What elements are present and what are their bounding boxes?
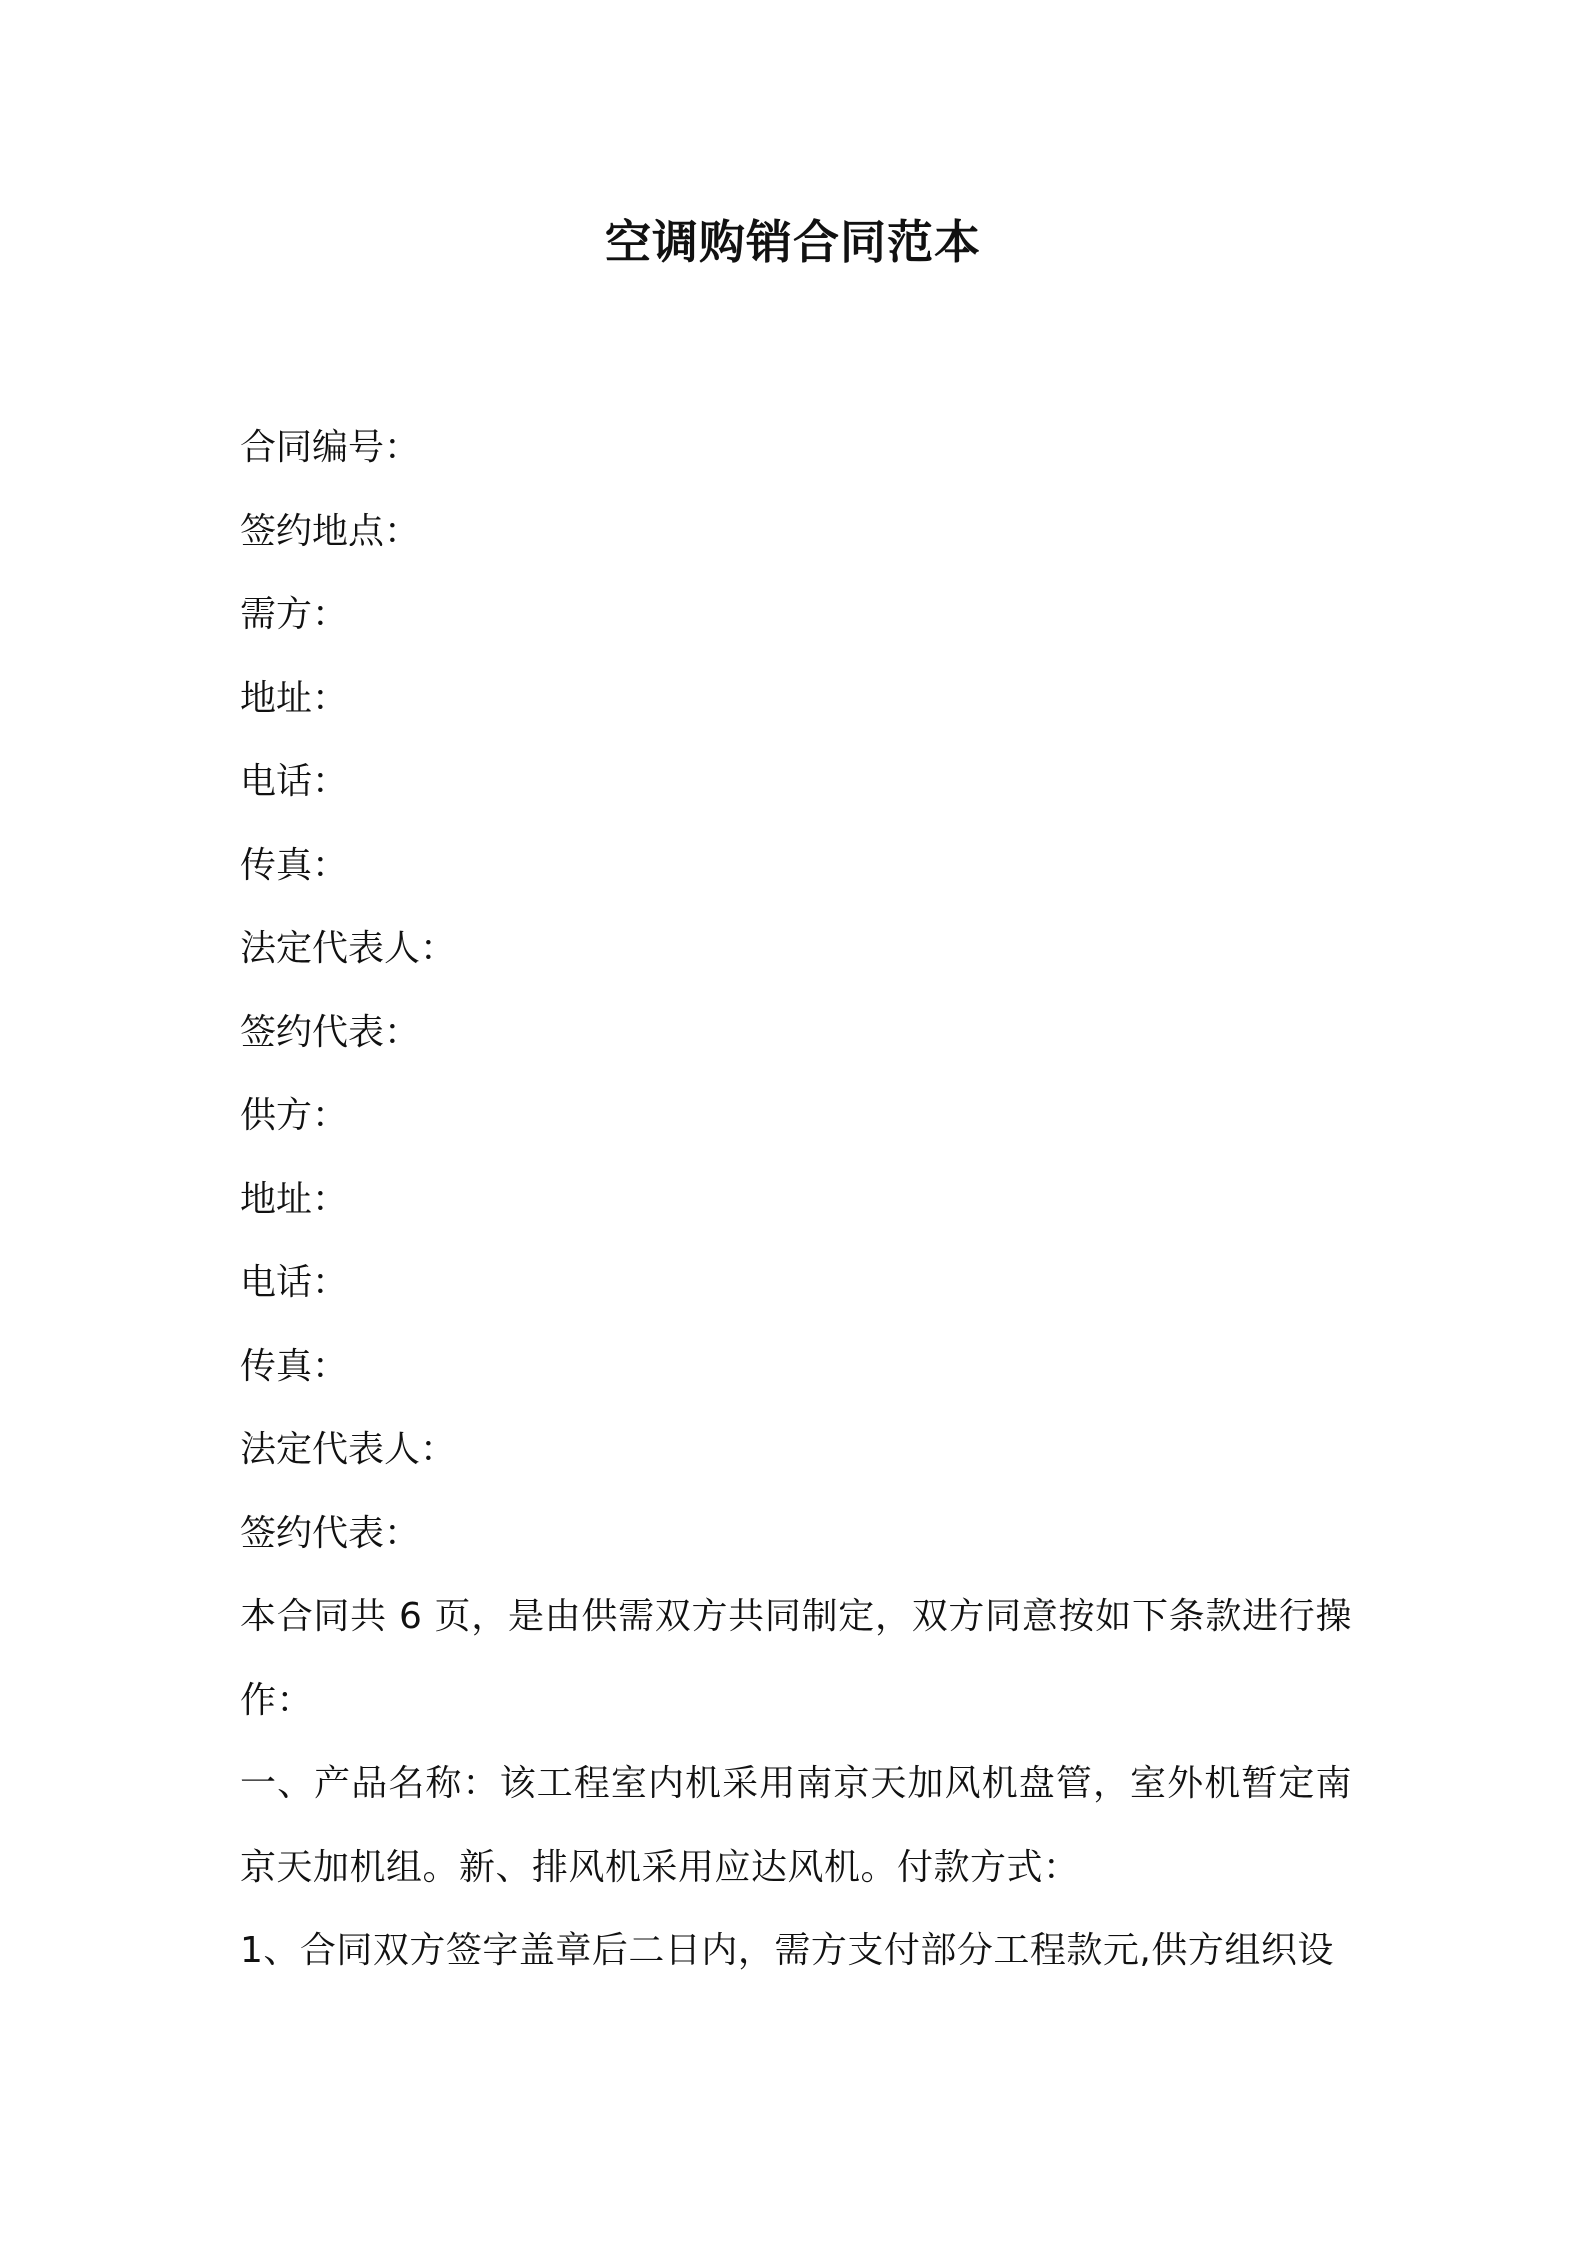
field-contract-number: 合同编号： — [240, 427, 421, 468]
paragraph-payment-clause-1: 1、合同双方签字盖章后二日内，需方支付部分工程款元,供方组织设 — [240, 1930, 1334, 1971]
paragraph-product-name: 一、产品名称：该工程室内机采用南京天加风机盘管，室外机暂定南京天加机组。新、排风机采用应达风机。付款方式： — [240, 1763, 1352, 1888]
paragraph-intro: 本合同共 6 页，是由供需双方共同制定，双方同意按如下条款进行操作： — [240, 1596, 1352, 1721]
field-buyer: 需方： — [240, 594, 349, 635]
document-title: 空调购销合同范本 — [605, 215, 981, 269]
field-supplier-address: 地址： — [240, 1178, 349, 1220]
document-body — [240, 406, 1352, 1993]
field-signing-place: 签约地点： — [240, 510, 421, 552]
field-supplier-fax: 传真： — [240, 1345, 349, 1387]
field-buyer-legal-rep: 法定代表人： — [240, 928, 457, 969]
field-buyer-signing-rep: 签约代表： — [240, 1011, 421, 1053]
field-supplier-legal-rep: 法定代表人： — [240, 1429, 457, 1470]
field-buyer-phone: 电话： — [240, 761, 349, 802]
field-supplier: 供方： — [240, 1095, 349, 1136]
field-supplier-signing-rep: 签约代表： — [240, 1512, 421, 1554]
field-supplier-phone: 电话： — [240, 1262, 349, 1303]
field-buyer-fax: 传真： — [240, 844, 349, 886]
field-buyer-address: 地址： — [240, 677, 349, 719]
